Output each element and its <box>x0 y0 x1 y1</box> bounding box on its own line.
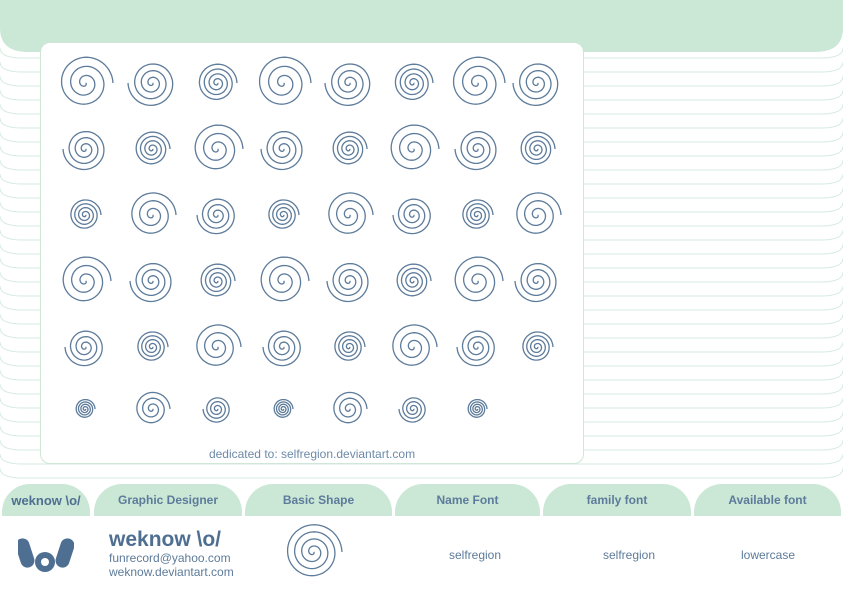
glyph-spiral <box>203 398 229 422</box>
glyph-spiral <box>195 125 243 169</box>
glyph-grid <box>41 43 585 465</box>
tab-basic-shape[interactable]: Basic Shape <box>245 484 392 516</box>
glyph-spiral <box>395 64 433 99</box>
glyph-spiral <box>197 199 234 234</box>
glyph-spiral <box>521 132 555 164</box>
glyph-spiral <box>132 193 176 233</box>
glyph-spiral <box>260 57 311 104</box>
glyph-spiral <box>454 57 505 104</box>
spiral-icon <box>281 520 345 584</box>
glyph-spiral <box>137 392 170 422</box>
designer-email[interactable]: funrecord@yahoo.com <box>109 551 231 565</box>
designer-website[interactable]: weknow.deviantart.com <box>109 565 234 579</box>
glyph-spiral <box>335 332 365 360</box>
glyph-spiral <box>261 257 309 301</box>
glyph-spiral <box>399 398 425 422</box>
glyph-spiral <box>391 125 439 169</box>
font-family-value: selfregion <box>602 548 656 562</box>
weknow-logo-icon <box>18 538 74 574</box>
tab-available-font[interactable]: Available font <box>694 484 841 516</box>
glyph-spiral <box>515 264 556 302</box>
glyph-spiral <box>329 193 373 233</box>
glyph-spiral <box>128 64 173 105</box>
glyph-spiral <box>393 199 430 234</box>
glyph-spiral <box>457 331 494 366</box>
glyph-spiral <box>463 200 493 228</box>
glyph-spiral <box>130 264 171 302</box>
glyph-spiral <box>65 331 102 366</box>
glyph-spiral <box>513 64 558 105</box>
glyph-spiral <box>455 132 496 170</box>
glyph-spiral <box>333 132 367 164</box>
glyph-spiral <box>138 332 168 360</box>
glyph-spiral <box>63 132 104 170</box>
glyph-spiral <box>393 325 437 365</box>
available-font-value: lowercase <box>740 548 796 562</box>
tab-family-font[interactable]: family font <box>543 484 691 516</box>
glyph-spiral <box>261 132 302 170</box>
dedication-text: dedicated to: selfregion.deviantart.com <box>208 447 416 461</box>
glyph-spiral <box>263 331 300 366</box>
glyph-spiral <box>517 193 561 233</box>
glyph-spiral <box>523 332 553 360</box>
glyph-spiral <box>136 132 170 164</box>
glyph-spiral <box>199 64 237 99</box>
tab-name-font[interactable]: Name Font <box>395 484 540 516</box>
font-name-value: selfregion <box>448 548 502 562</box>
glyph-spiral <box>71 200 101 228</box>
glyph-spiral <box>274 400 293 418</box>
info-tabs <box>0 484 843 516</box>
tab-designer-handle[interactable]: weknow \o/ <box>2 484 90 516</box>
glyph-spiral <box>455 257 503 301</box>
glyph-spiral <box>334 392 367 422</box>
glyph-spiral <box>63 257 111 301</box>
tab-graphic-designer[interactable]: Graphic Designer <box>94 484 242 516</box>
glyph-spiral <box>76 400 95 418</box>
glyph-spiral <box>325 64 370 105</box>
glyph-spiral <box>201 264 235 296</box>
designer-name: weknow \o/ <box>109 528 222 551</box>
glyph-spiral <box>327 264 368 302</box>
glyph-spiral <box>62 57 113 104</box>
glyph-spiral <box>269 200 299 228</box>
glyph-panel <box>40 42 584 464</box>
glyph-spiral <box>468 400 487 418</box>
glyph-spiral <box>197 325 241 365</box>
glyph-spiral <box>397 264 431 296</box>
